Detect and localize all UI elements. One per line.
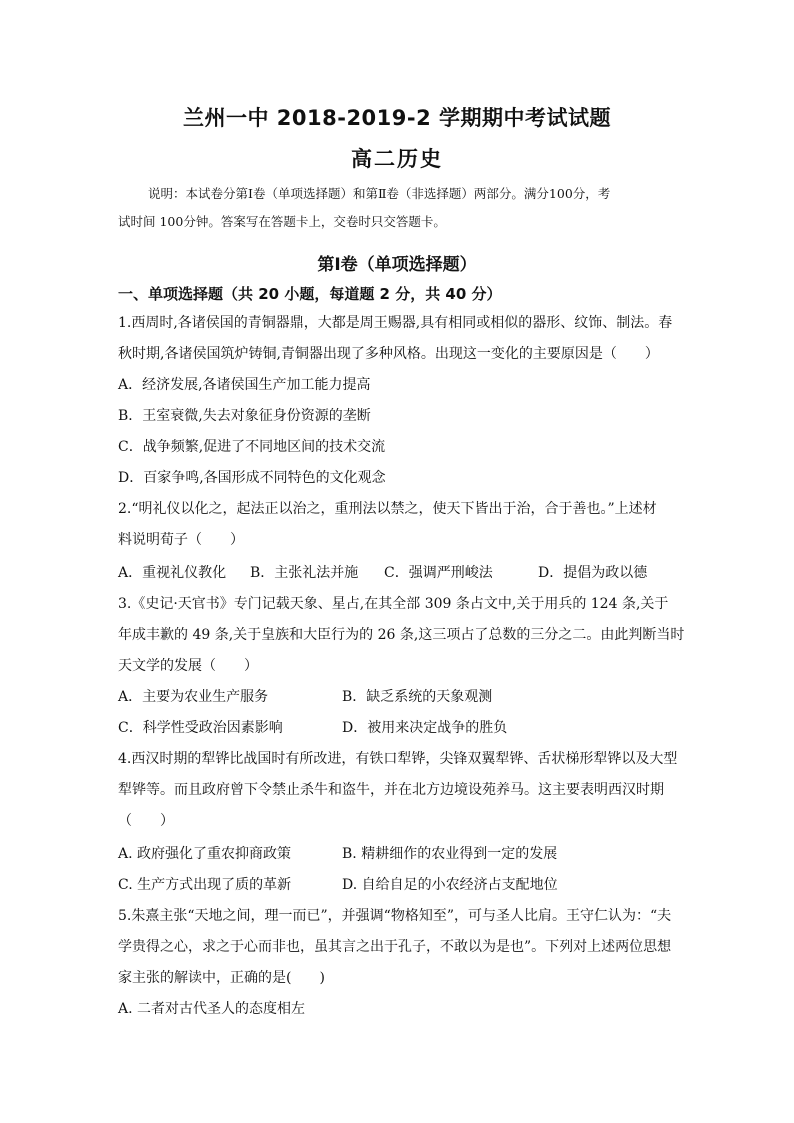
question-1-option-d: D．百家争鸣,各国形成不同特色的文化观念 [118,470,386,486]
part-heading: 一、单项选择题（共 20 小题，每道题 2 分，共 40 分） [118,285,502,303]
question-1-option-c: C．战争频繁,促进了不同地区间的技术交流 [118,439,386,455]
question-5-option-a: A. 二者对古代圣人的态度相左 [118,1001,306,1017]
question-2-option-c: C．强调严刑峻法 [384,565,493,581]
exam-subject: 高二历史 [351,147,443,171]
section-title: 第Ⅰ卷（单项选择题） [317,255,477,275]
question-4-line-3: （ ） [118,813,174,829]
question-4-line-2: 犁铧等。而且政府曾下令禁止杀牛和盗牛，并在北方边境设苑养马。这主要表明西汉时期 [118,782,664,798]
question-3-option-b: B．缺乏系统的天象观测 [342,689,493,705]
question-3-line-2: 年成丰歉的 49 条,关于皇族和大臣行为的 26 条,这三项占了总数的三分之二。由此判断当时 [118,627,685,643]
question-3-option-a: A．主要为农业生产服务 [118,689,269,705]
question-4-option-a: A. 政府强化了重农抑商政策 [118,846,292,862]
question-4-option-c: C. 生产方式出现了质的革新 [118,877,292,893]
question-2-line-1: 2.“明礼仪以化之，起法正以治之，重刑法以禁之，使天下皆出于治，合于善也。”上述材 [118,501,657,517]
instructions [120,180,680,236]
question-5-line-2: 学贵得之心，求之于心而非也，虽其言之出于孔子，不敢以为是也”。下列对上述两位思想 [118,939,672,955]
question-2-option-b: B．主张礼法并施 [250,565,359,581]
question-4-option-b: B. 精耕细作的农业得到一定的发展 [342,846,558,862]
question-3-line-1: 3.《史记·天官书》专门记载天象、星占,在其全部 309 条占文中,关于用兵的 124 条,关于 [118,596,669,612]
question-2-option-a: A．重视礼仪教化 [118,565,227,581]
question-2-line-2: 料说明荀子（ ） [118,532,244,548]
question-1-line-1: 1.西周时,各诸侯国的青铜器鼎，大都是周王赐器,具有相同或相似的器形、纹饰、制法。春 [118,315,673,331]
question-3-line-3: 天文学的发展（ ） [118,658,258,674]
question-3-option-c: C．科学性受政治因素影响 [118,720,283,736]
question-1-option-b: B．王室衰微,失去对象征身份资源的垄断 [118,408,371,424]
question-4-line-1: 4.西汉时期的犁铧比战国时有所改进，有铁口犁铧，尖锋双翼犁铧、舌状梯形犁铧以及大型 [118,751,678,767]
question-1-line-2: 秋时期,各诸侯国筑炉铸铜,青铜器出现了多种风格。出现这一变化的主要原因是（ ） [118,346,659,362]
exam-title: 兰州一中 2018-2019-2 学期期中考试试题 [182,106,612,130]
question-2-option-d: D．提倡为政以德 [538,565,648,581]
question-3-option-d: D．被用来决定战争的胜负 [342,720,508,736]
instructions-line-1: 说明：本试卷分第Ⅰ卷（单项选择题）和第Ⅱ卷（非选择题）两部分。满分100分，考 [148,186,611,201]
question-1-option-a: A．经济发展,各诸侯国生产加工能力提高 [118,377,371,393]
instructions-line-2: 试时间 100分钟。答案写在答题卡上，交卷时只交答题卡。 [118,214,446,229]
question-5-line-1: 5.朱熹主张“天地之间，理一而已”，并强调“物格知至”，可与圣人比肩。王守仁认为：“夫 [118,908,672,924]
question-5-line-3: 家主张的解读中，正确的是( ) [118,970,325,986]
question-4-option-d: D. 自给自足的小农经济占支配地位 [342,877,558,893]
